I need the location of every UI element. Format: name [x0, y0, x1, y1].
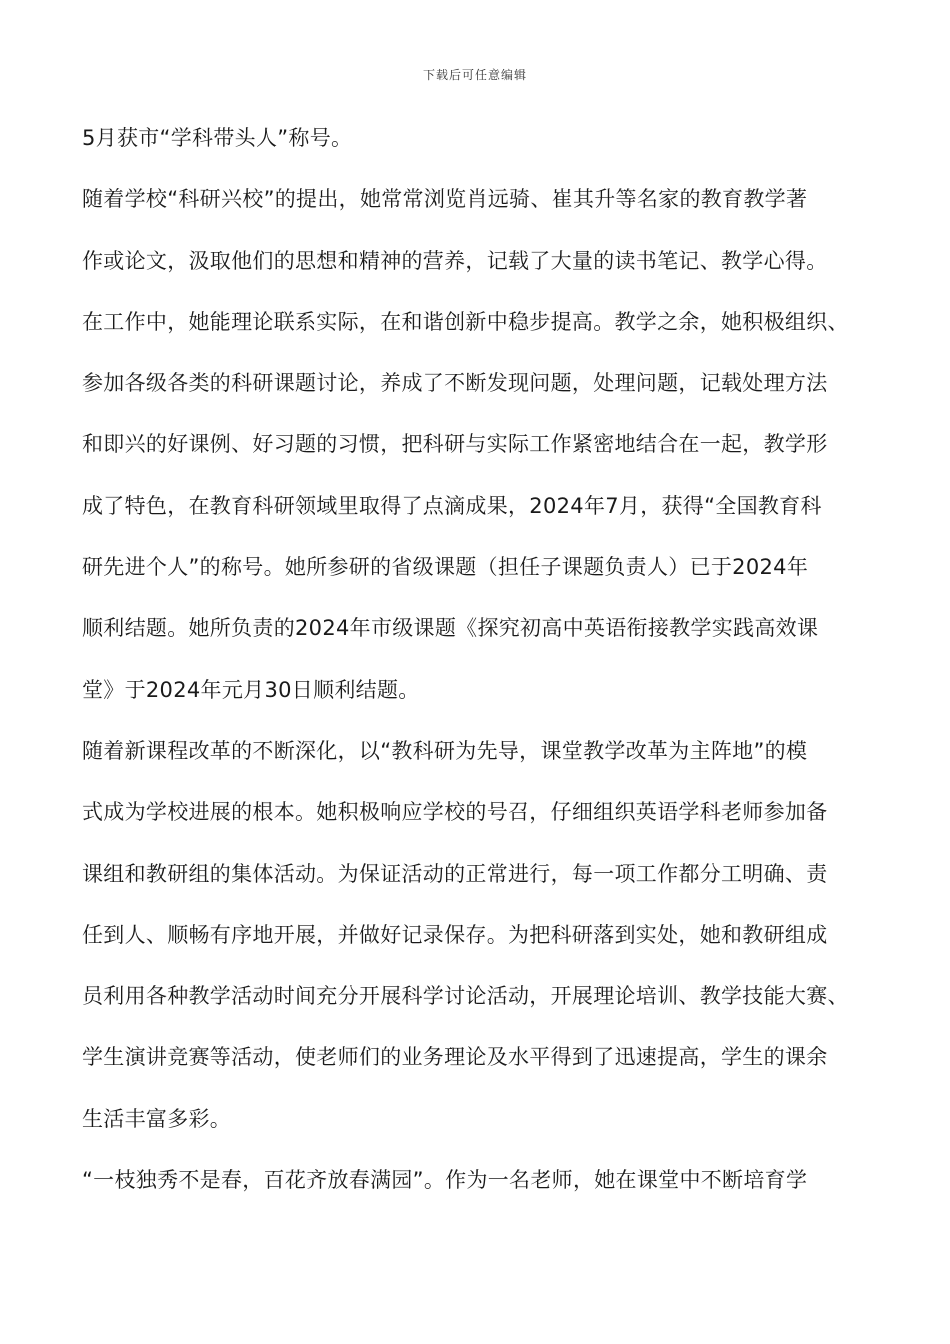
text-line: 随着学校“科研兴校”的提出，她常常浏览肖远骑、崔其升等名家的教育教学著: [82, 187, 808, 212]
text-line: 堂》于2024年元月30日顺利结题。: [82, 677, 420, 702]
text-line: 在工作中，她能理论联系实际，在和谐创新中稳步提高。教学之余，她积极组织、: [82, 309, 849, 334]
text-line: 作或论文，汲取他们的思想和精神的营养，记载了大量的读书笔记、教学心得。: [82, 248, 828, 273]
text-line: 随着新课程改革的不断深化，以“教科研为先导，课堂教学改革为主阵地”的模: [82, 738, 808, 763]
text-line: 和即兴的好课例、好习题的习惯，把科研与实际工作紧密地结合在一起，教学形: [82, 432, 828, 457]
page-header: 下载后可任意编辑: [422, 68, 527, 82]
text-line: “一枝独秀不是春，百花齐放春满园”。作为一名老师，她在课堂中不断培育学: [82, 1168, 808, 1193]
text-line: 成了特色，在教育科研领域里取得了点滴成果，2024年7月，获得“全国教育科: [82, 493, 822, 518]
document-body: [82, 119, 902, 1222]
text-line: 式成为学校进展的根本。她积极响应学校的号召，仔细组织英语学科老师参加备: [82, 800, 828, 825]
text-line: 课组和教研组的集体活动。为保证活动的正常进行，每一项工作都分工明确、责: [82, 861, 828, 886]
text-line: 员利用各种教学活动时间充分开展科学讨论活动，开展理论培训、教学技能大赛、: [82, 984, 849, 1009]
text-line: 顺利结题。她所负责的2024年市级课题《探究初高中英语衔接教学实践高效课: [82, 616, 819, 641]
text-line: 5月获市“学科带头人”称号。: [82, 126, 353, 150]
text-line: 生活丰富多彩。: [82, 1106, 232, 1131]
text-line: 参加各级各类的科研课题讨论，养成了不断发现问题，处理问题，记载处理方法: [82, 371, 828, 396]
text-line: 研先进个人”的称号。她所参研的省级课题（担任子课题负责人）已于2024年: [82, 555, 809, 580]
text-line: 任到人、顺畅有序地开展，并做好记录保存。为把科研落到实处，她和教研组成: [82, 922, 828, 947]
text-line: 学生演讲竞赛等活动，使老师们的业务理论及水平得到了迅速提高，学生的课余: [82, 1045, 828, 1070]
